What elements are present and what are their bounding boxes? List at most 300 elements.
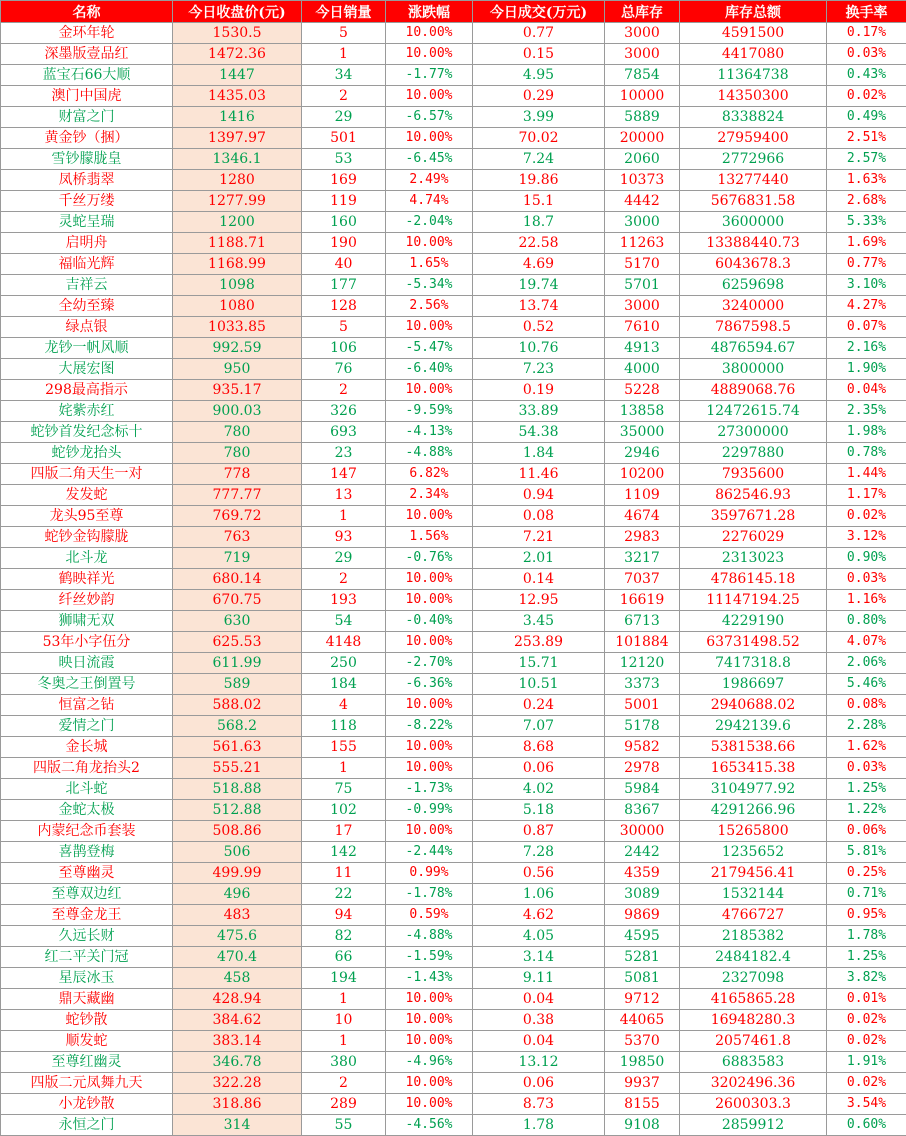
table-row bbox=[1, 674, 906, 695]
cell-name: 吉祥云 bbox=[1, 275, 173, 296]
cell-stock-value: 3240000 bbox=[680, 296, 827, 317]
cell-turnover-amount: 1.06 bbox=[473, 884, 605, 905]
cell-name: 深墨版壹品红 bbox=[1, 44, 173, 65]
cell-turnover-rate: 0.03% bbox=[827, 44, 906, 65]
cell-sales: 118 bbox=[302, 716, 386, 737]
cell-close-price: 1098 bbox=[173, 275, 302, 296]
cell-name: 298最高指示 bbox=[1, 380, 173, 401]
cell-change: 10.00% bbox=[386, 590, 473, 611]
cell-stock-value: 3104977.92 bbox=[680, 779, 827, 800]
cell-stock-value: 4766727 bbox=[680, 905, 827, 926]
cell-total-stock: 2060 bbox=[605, 149, 680, 170]
cell-turnover-amount: 10.76 bbox=[473, 338, 605, 359]
cell-stock-value: 5676831.58 bbox=[680, 191, 827, 212]
cell-turnover-rate: 5.33% bbox=[827, 212, 906, 233]
table-row bbox=[1, 317, 906, 338]
cell-sales: 53 bbox=[302, 149, 386, 170]
cell-stock-value: 11364738 bbox=[680, 65, 827, 86]
cell-total-stock: 2983 bbox=[605, 527, 680, 548]
cell-turnover-amount: 0.04 bbox=[473, 1031, 605, 1052]
cell-total-stock: 9712 bbox=[605, 989, 680, 1010]
cell-sales: 82 bbox=[302, 926, 386, 947]
cell-change: -2.04% bbox=[386, 212, 473, 233]
cell-close-price: 589 bbox=[173, 674, 302, 695]
cell-total-stock: 4000 bbox=[605, 359, 680, 380]
cell-close-price: 518.88 bbox=[173, 779, 302, 800]
cell-turnover-amount: 7.24 bbox=[473, 149, 605, 170]
cell-turnover-rate: 0.49% bbox=[827, 107, 906, 128]
cell-turnover-rate: 0.02% bbox=[827, 1073, 906, 1094]
table-row bbox=[1, 863, 906, 884]
table-row bbox=[1, 632, 906, 653]
cell-close-price: 1447 bbox=[173, 65, 302, 86]
cell-turnover-rate: 5.46% bbox=[827, 674, 906, 695]
cell-turnover-amount: 1.84 bbox=[473, 443, 605, 464]
cell-total-stock: 3217 bbox=[605, 548, 680, 569]
cell-name: 绿点银 bbox=[1, 317, 173, 338]
cell-name: 金蛇太极 bbox=[1, 800, 173, 821]
cell-turnover-amount: 3.99 bbox=[473, 107, 605, 128]
cell-turnover-rate: 2.16% bbox=[827, 338, 906, 359]
cell-turnover-rate: 0.01% bbox=[827, 989, 906, 1010]
cell-close-price: 778 bbox=[173, 464, 302, 485]
cell-sales: 160 bbox=[302, 212, 386, 233]
cell-turnover-amount: 0.94 bbox=[473, 485, 605, 506]
cell-change: -4.96% bbox=[386, 1052, 473, 1073]
cell-turnover-rate: 1.63% bbox=[827, 170, 906, 191]
cell-turnover-amount: 70.02 bbox=[473, 128, 605, 149]
table-row bbox=[1, 128, 906, 149]
cell-turnover-rate: 0.25% bbox=[827, 863, 906, 884]
cell-sales: 2 bbox=[302, 380, 386, 401]
cell-stock-value: 11147194.25 bbox=[680, 590, 827, 611]
cell-total-stock: 11263 bbox=[605, 233, 680, 254]
cell-change: -0.99% bbox=[386, 800, 473, 821]
cell-close-price: 458 bbox=[173, 968, 302, 989]
cell-turnover-rate: 1.22% bbox=[827, 800, 906, 821]
cell-close-price: 1033.85 bbox=[173, 317, 302, 338]
cell-stock-value: 8338824 bbox=[680, 107, 827, 128]
cell-turnover-rate: 3.12% bbox=[827, 527, 906, 548]
cell-total-stock: 2946 bbox=[605, 443, 680, 464]
cell-change: -1.59% bbox=[386, 947, 473, 968]
cell-close-price: 383.14 bbox=[173, 1031, 302, 1052]
cell-name: 久远长财 bbox=[1, 926, 173, 947]
cell-total-stock: 3089 bbox=[605, 884, 680, 905]
cell-turnover-amount: 0.87 bbox=[473, 821, 605, 842]
cell-change: -8.22% bbox=[386, 716, 473, 737]
cell-turnover-rate: 2.57% bbox=[827, 149, 906, 170]
cell-total-stock: 3373 bbox=[605, 674, 680, 695]
cell-sales: 29 bbox=[302, 107, 386, 128]
cell-close-price: 719 bbox=[173, 548, 302, 569]
table-row bbox=[1, 884, 906, 905]
cell-change: 10.00% bbox=[386, 44, 473, 65]
cell-stock-value: 13277440 bbox=[680, 170, 827, 191]
header-total-stock: 总库存 bbox=[605, 1, 680, 23]
table-row bbox=[1, 1073, 906, 1094]
cell-stock-value: 14350300 bbox=[680, 86, 827, 107]
cell-total-stock: 6713 bbox=[605, 611, 680, 632]
cell-close-price: 555.21 bbox=[173, 758, 302, 779]
header-close-price: 今日收盘价(元) bbox=[173, 1, 302, 23]
cell-sales: 1 bbox=[302, 989, 386, 1010]
cell-close-price: 777.77 bbox=[173, 485, 302, 506]
cell-change: 2.49% bbox=[386, 170, 473, 191]
cell-name: 四版二角天生一对 bbox=[1, 464, 173, 485]
cell-change: 10.00% bbox=[386, 1073, 473, 1094]
cell-name: 至尊双边红 bbox=[1, 884, 173, 905]
cell-total-stock: 7854 bbox=[605, 65, 680, 86]
cell-turnover-amount: 3.45 bbox=[473, 611, 605, 632]
cell-close-price: 625.53 bbox=[173, 632, 302, 653]
cell-sales: 5 bbox=[302, 317, 386, 338]
cell-total-stock: 44065 bbox=[605, 1010, 680, 1031]
cell-close-price: 508.86 bbox=[173, 821, 302, 842]
cell-change: 10.00% bbox=[386, 86, 473, 107]
cell-name: 喜鹊登梅 bbox=[1, 842, 173, 863]
cell-change: -4.88% bbox=[386, 926, 473, 947]
cell-name: 狮啸无双 bbox=[1, 611, 173, 632]
cell-total-stock: 3000 bbox=[605, 296, 680, 317]
table-row bbox=[1, 359, 906, 380]
cell-sales: 380 bbox=[302, 1052, 386, 1073]
cell-total-stock: 8155 bbox=[605, 1094, 680, 1115]
cell-close-price: 314 bbox=[173, 1115, 302, 1136]
cell-turnover-amount: 0.19 bbox=[473, 380, 605, 401]
cell-turnover-amount: 13.74 bbox=[473, 296, 605, 317]
cell-turnover-rate: 0.17% bbox=[827, 23, 906, 44]
cell-total-stock: 5281 bbox=[605, 947, 680, 968]
cell-sales: 190 bbox=[302, 233, 386, 254]
cell-total-stock: 7037 bbox=[605, 569, 680, 590]
table-row bbox=[1, 779, 906, 800]
cell-change: 10.00% bbox=[386, 380, 473, 401]
cell-sales: 5 bbox=[302, 23, 386, 44]
cell-turnover-amount: 0.08 bbox=[473, 506, 605, 527]
cell-total-stock: 5984 bbox=[605, 779, 680, 800]
cell-stock-value: 2057461.8 bbox=[680, 1031, 827, 1052]
cell-name: 映日流霞 bbox=[1, 653, 173, 674]
cell-total-stock: 1109 bbox=[605, 485, 680, 506]
cell-total-stock: 5178 bbox=[605, 716, 680, 737]
table-row bbox=[1, 590, 906, 611]
cell-name: 全幼至臻 bbox=[1, 296, 173, 317]
cell-turnover-amount: 3.14 bbox=[473, 947, 605, 968]
table-row bbox=[1, 842, 906, 863]
cell-total-stock: 4442 bbox=[605, 191, 680, 212]
cell-total-stock: 3000 bbox=[605, 23, 680, 44]
cell-turnover-amount: 7.28 bbox=[473, 842, 605, 863]
cell-turnover-rate: 3.54% bbox=[827, 1094, 906, 1115]
cell-close-price: 588.02 bbox=[173, 695, 302, 716]
cell-name: 四版二元凤舞九天 bbox=[1, 1073, 173, 1094]
cell-name: 爱情之门 bbox=[1, 716, 173, 737]
cell-change: -1.78% bbox=[386, 884, 473, 905]
table-row bbox=[1, 464, 906, 485]
header-sales: 今日销量 bbox=[302, 1, 386, 23]
cell-name: 蛇钞首发纪念标十 bbox=[1, 422, 173, 443]
cell-turnover-rate: 0.78% bbox=[827, 443, 906, 464]
cell-change: -2.70% bbox=[386, 653, 473, 674]
cell-stock-value: 1532144 bbox=[680, 884, 827, 905]
cell-stock-value: 27959400 bbox=[680, 128, 827, 149]
cell-change: 10.00% bbox=[386, 1010, 473, 1031]
table-row bbox=[1, 758, 906, 779]
cell-total-stock: 3000 bbox=[605, 44, 680, 65]
cell-change: 0.99% bbox=[386, 863, 473, 884]
cell-stock-value: 2940688.02 bbox=[680, 695, 827, 716]
cell-stock-value: 7417318.8 bbox=[680, 653, 827, 674]
cell-sales: 10 bbox=[302, 1010, 386, 1031]
cell-stock-value: 1986697 bbox=[680, 674, 827, 695]
cell-turnover-rate: 1.62% bbox=[827, 737, 906, 758]
cell-close-price: 950 bbox=[173, 359, 302, 380]
cell-sales: 194 bbox=[302, 968, 386, 989]
table-header bbox=[1, 1, 906, 23]
cell-name: 澳门中国虎 bbox=[1, 86, 173, 107]
cell-turnover-amount: 19.74 bbox=[473, 275, 605, 296]
cell-turnover-amount: 33.89 bbox=[473, 401, 605, 422]
cell-turnover-rate: 1.17% bbox=[827, 485, 906, 506]
cell-name: 灵蛇呈瑞 bbox=[1, 212, 173, 233]
cell-name: 北斗蛇 bbox=[1, 779, 173, 800]
table-row bbox=[1, 338, 906, 359]
table-row bbox=[1, 548, 906, 569]
cell-turnover-amount: 0.14 bbox=[473, 569, 605, 590]
cell-name: 至尊幽灵 bbox=[1, 863, 173, 884]
cell-sales: 4148 bbox=[302, 632, 386, 653]
table-row bbox=[1, 527, 906, 548]
cell-sales: 501 bbox=[302, 128, 386, 149]
cell-sales: 66 bbox=[302, 947, 386, 968]
table-row bbox=[1, 611, 906, 632]
cell-change: -1.73% bbox=[386, 779, 473, 800]
cell-sales: 2 bbox=[302, 1073, 386, 1094]
cell-turnover-amount: 0.52 bbox=[473, 317, 605, 338]
cell-turnover-amount: 7.07 bbox=[473, 716, 605, 737]
table-row bbox=[1, 1115, 906, 1136]
cell-name: 凤桥翡翠 bbox=[1, 170, 173, 191]
cell-sales: 102 bbox=[302, 800, 386, 821]
cell-name: 永恒之门 bbox=[1, 1115, 173, 1136]
header-change: 涨跌幅 bbox=[386, 1, 473, 23]
cell-turnover-amount: 15.71 bbox=[473, 653, 605, 674]
cell-close-price: 318.86 bbox=[173, 1094, 302, 1115]
cell-close-price: 346.78 bbox=[173, 1052, 302, 1073]
cell-turnover-rate: 0.02% bbox=[827, 86, 906, 107]
cell-change: -5.47% bbox=[386, 338, 473, 359]
cell-change: 10.00% bbox=[386, 758, 473, 779]
cell-stock-value: 4165865.28 bbox=[680, 989, 827, 1010]
cell-change: -9.59% bbox=[386, 401, 473, 422]
cell-name: 黄金钞（捆） bbox=[1, 128, 173, 149]
cell-change: -1.77% bbox=[386, 65, 473, 86]
table-row bbox=[1, 149, 906, 170]
cell-total-stock: 10373 bbox=[605, 170, 680, 191]
cell-change: 2.34% bbox=[386, 485, 473, 506]
cell-sales: 23 bbox=[302, 443, 386, 464]
cell-change: -0.40% bbox=[386, 611, 473, 632]
cell-name: 蛇钞金钩朦胧 bbox=[1, 527, 173, 548]
cell-sales: 55 bbox=[302, 1115, 386, 1136]
cell-stock-value: 2327098 bbox=[680, 968, 827, 989]
table-row bbox=[1, 716, 906, 737]
cell-turnover-amount: 2.01 bbox=[473, 548, 605, 569]
cell-total-stock: 5370 bbox=[605, 1031, 680, 1052]
cell-stock-value: 2276029 bbox=[680, 527, 827, 548]
table-row bbox=[1, 947, 906, 968]
cell-change: 10.00% bbox=[386, 695, 473, 716]
cell-close-price: 506 bbox=[173, 842, 302, 863]
cell-turnover-amount: 4.69 bbox=[473, 254, 605, 275]
cell-close-price: 568.2 bbox=[173, 716, 302, 737]
cell-stock-value: 5381538.66 bbox=[680, 737, 827, 758]
cell-change: 10.00% bbox=[386, 632, 473, 653]
cell-close-price: 496 bbox=[173, 884, 302, 905]
table-row bbox=[1, 191, 906, 212]
header-stock-value: 库存总额 bbox=[680, 1, 827, 23]
cell-sales: 693 bbox=[302, 422, 386, 443]
cell-sales: 2 bbox=[302, 86, 386, 107]
cell-stock-value: 63731498.52 bbox=[680, 632, 827, 653]
cell-stock-value: 2600303.3 bbox=[680, 1094, 827, 1115]
cell-stock-value: 1653415.38 bbox=[680, 758, 827, 779]
cell-sales: 93 bbox=[302, 527, 386, 548]
cell-change: -4.56% bbox=[386, 1115, 473, 1136]
cell-name: 星辰冰玉 bbox=[1, 968, 173, 989]
cell-change: 10.00% bbox=[386, 989, 473, 1010]
table-row bbox=[1, 989, 906, 1010]
cell-name: 金长城 bbox=[1, 737, 173, 758]
cell-turnover-amount: 4.62 bbox=[473, 905, 605, 926]
cell-close-price: 1397.97 bbox=[173, 128, 302, 149]
table-row bbox=[1, 569, 906, 590]
cell-total-stock: 5889 bbox=[605, 107, 680, 128]
cell-turnover-rate: 0.95% bbox=[827, 905, 906, 926]
cell-close-price: 470.4 bbox=[173, 947, 302, 968]
cell-turnover-amount: 0.06 bbox=[473, 1073, 605, 1094]
cell-stock-value: 7935600 bbox=[680, 464, 827, 485]
cell-close-price: 992.59 bbox=[173, 338, 302, 359]
table-row bbox=[1, 506, 906, 527]
cell-turnover-rate: 0.02% bbox=[827, 506, 906, 527]
cell-close-price: 1168.99 bbox=[173, 254, 302, 275]
table-row bbox=[1, 23, 906, 44]
cell-stock-value: 3597671.28 bbox=[680, 506, 827, 527]
cell-sales: 54 bbox=[302, 611, 386, 632]
cell-sales: 94 bbox=[302, 905, 386, 926]
cell-total-stock: 5228 bbox=[605, 380, 680, 401]
header-turnover-amount: 今日成交(万元) bbox=[473, 1, 605, 23]
cell-total-stock: 10000 bbox=[605, 86, 680, 107]
cell-name: 内蒙纪念币套装 bbox=[1, 821, 173, 842]
table-body bbox=[1, 23, 906, 1136]
cell-name: 冬奥之王倒置号 bbox=[1, 674, 173, 695]
cell-name: 蛇钞龙抬头 bbox=[1, 443, 173, 464]
cell-change: 1.56% bbox=[386, 527, 473, 548]
cell-close-price: 630 bbox=[173, 611, 302, 632]
cell-change: -6.40% bbox=[386, 359, 473, 380]
cell-turnover-amount: 22.58 bbox=[473, 233, 605, 254]
cell-turnover-rate: 2.28% bbox=[827, 716, 906, 737]
cell-turnover-rate: 0.03% bbox=[827, 569, 906, 590]
cell-sales: 142 bbox=[302, 842, 386, 863]
cell-change: 10.00% bbox=[386, 506, 473, 527]
cell-stock-value: 2942139.6 bbox=[680, 716, 827, 737]
cell-turnover-rate: 1.25% bbox=[827, 947, 906, 968]
cell-turnover-rate: 0.02% bbox=[827, 1010, 906, 1031]
cell-turnover-rate: 2.06% bbox=[827, 653, 906, 674]
cell-stock-value: 7867598.5 bbox=[680, 317, 827, 338]
cell-sales: 155 bbox=[302, 737, 386, 758]
cell-name: 顺发蛇 bbox=[1, 1031, 173, 1052]
cell-turnover-amount: 4.95 bbox=[473, 65, 605, 86]
cell-close-price: 769.72 bbox=[173, 506, 302, 527]
table-row bbox=[1, 254, 906, 275]
cell-name: 小龙钞散 bbox=[1, 1094, 173, 1115]
table-row bbox=[1, 1094, 906, 1115]
cell-sales: 17 bbox=[302, 821, 386, 842]
cell-turnover-rate: 1.25% bbox=[827, 779, 906, 800]
cell-turnover-amount: 4.02 bbox=[473, 779, 605, 800]
cell-change: 0.59% bbox=[386, 905, 473, 926]
cell-turnover-amount: 0.56 bbox=[473, 863, 605, 884]
table-row bbox=[1, 65, 906, 86]
table-row bbox=[1, 212, 906, 233]
table-row bbox=[1, 170, 906, 191]
cell-name: 金环年轮 bbox=[1, 23, 173, 44]
cell-change: 2.56% bbox=[386, 296, 473, 317]
table-row bbox=[1, 737, 906, 758]
cell-turnover-rate: 0.60% bbox=[827, 1115, 906, 1136]
table-row bbox=[1, 905, 906, 926]
table-row bbox=[1, 380, 906, 401]
cell-total-stock: 16619 bbox=[605, 590, 680, 611]
cell-total-stock: 4359 bbox=[605, 863, 680, 884]
cell-sales: 34 bbox=[302, 65, 386, 86]
header-row bbox=[1, 1, 906, 23]
cell-name: 红二平关门冠 bbox=[1, 947, 173, 968]
cell-name: 恒富之钻 bbox=[1, 695, 173, 716]
cell-stock-value: 3600000 bbox=[680, 212, 827, 233]
cell-turnover-rate: 0.07% bbox=[827, 317, 906, 338]
table-row bbox=[1, 86, 906, 107]
cell-close-price: 499.99 bbox=[173, 863, 302, 884]
cell-total-stock: 2978 bbox=[605, 758, 680, 779]
cell-total-stock: 7610 bbox=[605, 317, 680, 338]
cell-close-price: 670.75 bbox=[173, 590, 302, 611]
cell-stock-value: 2313023 bbox=[680, 548, 827, 569]
table-row bbox=[1, 800, 906, 821]
cell-total-stock: 9108 bbox=[605, 1115, 680, 1136]
cell-sales: 128 bbox=[302, 296, 386, 317]
table-row bbox=[1, 275, 906, 296]
cell-turnover-amount: 7.23 bbox=[473, 359, 605, 380]
cell-stock-value: 6043678.3 bbox=[680, 254, 827, 275]
cell-sales: 1 bbox=[302, 758, 386, 779]
cell-stock-value: 2185382 bbox=[680, 926, 827, 947]
cell-sales: 2 bbox=[302, 569, 386, 590]
cell-sales: 40 bbox=[302, 254, 386, 275]
cell-sales: 1 bbox=[302, 44, 386, 65]
cell-change: 4.74% bbox=[386, 191, 473, 212]
cell-turnover-rate: 0.04% bbox=[827, 380, 906, 401]
cell-name: 至尊红幽灵 bbox=[1, 1052, 173, 1073]
cell-change: -1.43% bbox=[386, 968, 473, 989]
cell-total-stock: 4913 bbox=[605, 338, 680, 359]
cell-name: 53年小字伍分 bbox=[1, 632, 173, 653]
